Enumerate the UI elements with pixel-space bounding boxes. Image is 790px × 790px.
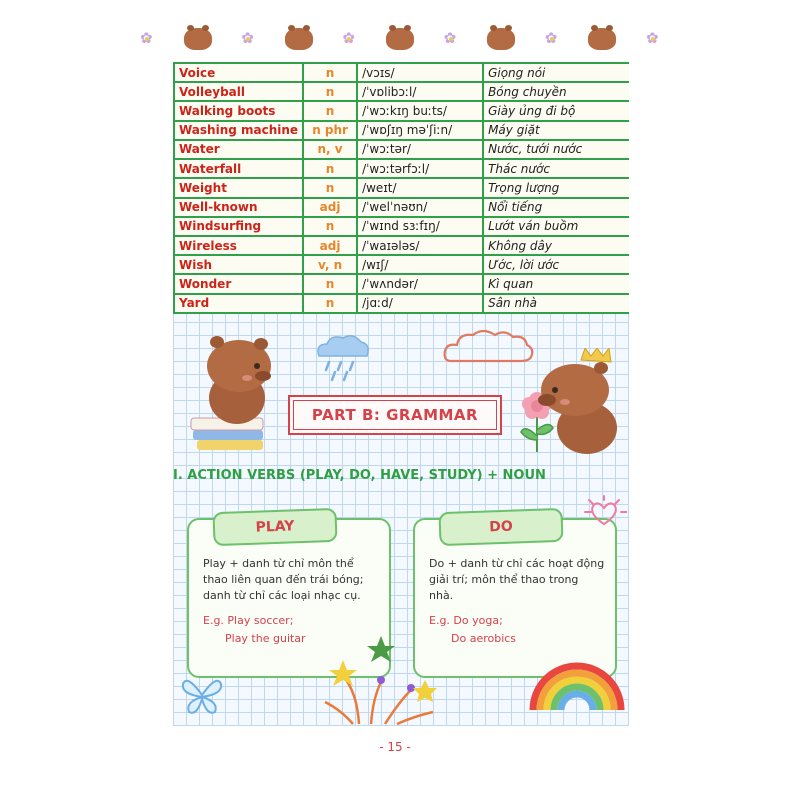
flower-icon xyxy=(545,32,559,46)
pronunciation: /ˈwɔːkɪŋ buːts/ xyxy=(357,101,483,120)
flower-icon xyxy=(646,32,660,46)
table-row xyxy=(174,217,629,236)
table-row xyxy=(174,159,629,178)
vietnamese-meaning: Không dây xyxy=(483,236,629,255)
part-b-title: PART B: GRAMMAR xyxy=(311,406,479,424)
do-example-1: E.g. Do yoga; xyxy=(429,614,503,627)
pronunciation: /ˈvɒlibɔːl/ xyxy=(357,82,483,101)
section-heading: I. ACTION VERBS (PLAY, DO, HAVE, STUDY) + NOUN xyxy=(173,468,546,483)
vocabulary-table xyxy=(173,62,629,314)
flower-icon xyxy=(444,32,458,46)
vocab-word: Waterfall xyxy=(174,159,303,178)
vietnamese-meaning: Kì quan xyxy=(483,274,629,293)
table-row xyxy=(174,236,629,255)
vocab-word: Volleyball xyxy=(174,82,303,101)
play-title: PLAY xyxy=(255,518,295,536)
play-description: Play + danh từ chỉ môn thể thao liên quan đến trái bóng; danh từ chỉ các loại nhạc cụ. xyxy=(203,557,364,602)
table-row xyxy=(174,82,629,101)
cloud-icon xyxy=(441,327,537,367)
pronunciation: /ˈwaɪələs/ xyxy=(357,236,483,255)
pronunciation: /ˈwʌndər/ xyxy=(357,274,483,293)
table-row xyxy=(174,274,629,293)
pronunciation: /ˈwɔːtərfɔːl/ xyxy=(357,159,483,178)
vocab-word: Water xyxy=(174,140,303,159)
part-of-speech: n xyxy=(303,63,357,82)
vietnamese-meaning: Giày ủng đi bộ xyxy=(483,101,629,120)
pronunciation: /ˈwɒʃɪŋ məˈʃiːn/ xyxy=(357,121,483,140)
do-card-title xyxy=(438,508,563,546)
butterfly-icon xyxy=(177,672,227,718)
vietnamese-meaning: Lướt ván buồm xyxy=(483,217,629,236)
pronunciation: /weɪt/ xyxy=(357,178,483,197)
vocab-word: Wireless xyxy=(174,236,303,255)
rain-cloud-icon xyxy=(313,332,373,384)
vietnamese-meaning: Thác nước xyxy=(483,159,629,178)
part-of-speech: adj xyxy=(303,236,357,255)
pronunciation: /wɪʃ/ xyxy=(357,255,483,274)
capybara-icon xyxy=(285,28,313,50)
vietnamese-meaning: Giọng nói xyxy=(483,63,629,82)
play-card-title xyxy=(212,508,337,546)
vocab-word: Yard xyxy=(174,294,303,313)
part-of-speech: n phr xyxy=(303,121,357,140)
part-of-speech: n xyxy=(303,82,357,101)
table-row xyxy=(174,101,629,120)
part-of-speech: n xyxy=(303,159,357,178)
capybara-icon xyxy=(487,28,515,50)
vocab-word: Voice xyxy=(174,63,303,82)
part-of-speech: n xyxy=(303,101,357,120)
vietnamese-meaning: Bóng chuyền xyxy=(483,82,629,101)
play-example-1: E.g. Play soccer; xyxy=(203,614,294,627)
part-of-speech: adj xyxy=(303,198,357,217)
page-number: - 15 - xyxy=(379,740,411,754)
pronunciation: /vɔɪs/ xyxy=(357,63,483,82)
capybara-icon xyxy=(184,28,212,50)
capybara-icon xyxy=(187,332,279,460)
grid-page xyxy=(173,62,629,726)
table-row xyxy=(174,121,629,140)
part-of-speech: v, n xyxy=(303,255,357,274)
part-of-speech: n, v xyxy=(303,140,357,159)
vietnamese-meaning: Trọng lượng xyxy=(483,178,629,197)
flower-icon xyxy=(140,32,154,46)
part-of-speech: n xyxy=(303,217,357,236)
vocab-word: Weight xyxy=(174,178,303,197)
vocab-word: Well-known xyxy=(174,198,303,217)
capybara-icon xyxy=(386,28,414,50)
vietnamese-meaning: Máy giặt xyxy=(483,121,629,140)
rainbow-icon xyxy=(523,622,629,714)
vocab-word: Windsurfing xyxy=(174,217,303,236)
do-title: DO xyxy=(488,518,514,536)
do-description: Do + danh từ chỉ các hoạt động giải trí; môn thể thao trong nhà. xyxy=(429,557,605,602)
pronunciation: /ˈwelˈnəʊn/ xyxy=(357,198,483,217)
top-decoration-strip xyxy=(140,22,660,56)
vocab-word: Wonder xyxy=(174,274,303,293)
part-b-banner xyxy=(288,395,502,435)
vietnamese-meaning: Ước, lời ước xyxy=(483,255,629,274)
part-of-speech: n xyxy=(303,178,357,197)
table-row xyxy=(174,178,629,197)
table-row xyxy=(174,140,629,159)
capybara-icon xyxy=(531,348,621,460)
pronunciation: /jɑːd/ xyxy=(357,294,483,313)
table-row xyxy=(174,198,629,217)
play-example-2: Play the guitar xyxy=(225,632,306,645)
flower-icon xyxy=(241,32,255,46)
vietnamese-meaning: Nước, tưới nước xyxy=(483,140,629,159)
capybara-icon xyxy=(588,28,616,50)
table-row xyxy=(174,294,629,313)
do-example-2: Do aerobics xyxy=(451,632,517,645)
vietnamese-meaning: Sân nhà xyxy=(483,294,629,313)
part-of-speech: n xyxy=(303,294,357,313)
vocab-word: Wish xyxy=(174,255,303,274)
play-examples xyxy=(203,612,306,648)
flower-icon xyxy=(342,32,356,46)
part-of-speech: n xyxy=(303,274,357,293)
pronunciation: /ˈwɔːtər/ xyxy=(357,140,483,159)
star-icon xyxy=(319,632,449,726)
vocab-word: Walking boots xyxy=(174,101,303,120)
vocab-word: Washing machine xyxy=(174,121,303,140)
table-row xyxy=(174,255,629,274)
heart-icon xyxy=(581,494,627,534)
pronunciation: /ˈwɪnd sɜːfɪŋ/ xyxy=(357,217,483,236)
table-row xyxy=(174,63,629,82)
vietnamese-meaning: Nổi tiếng xyxy=(483,198,629,217)
